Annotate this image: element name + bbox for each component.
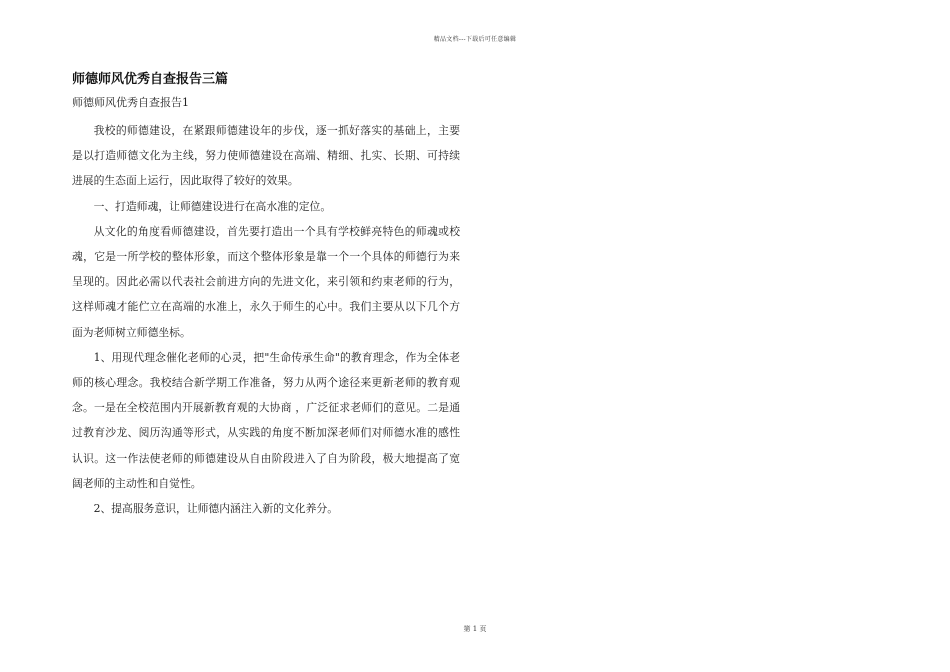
page-number: 第 1 页 (463, 625, 487, 633)
paragraph: 从文化的角度看师德建设，首先要打造出一个具有学校鲜亮特色的师魂或校魂，它是一所学校的整体形象，而这个整体形象是靠一个一个具体的师德行为来呈现的。因此必需以代表社会前进方向的先进文化，来引领和约束老师的行为，这样师魂才能伫立在高端的水准上，永久于师生的心中。我们主要从以下几个方面为老师树立师德坐标。 (72, 224, 460, 339)
paragraph: 2、提高服务意识，让师德内涵注入新的文化养分。 (93, 502, 338, 516)
paragraph: 我校的师德建设，在紧跟师德建设年的步伐，逐一抓好落实的基础上，主要是以打造师德文化为主线，努力使师德建设在高端、精细、扎实、长期、可持续进展的生态面上运行，因此取得了较好的效果。 (72, 124, 460, 188)
section-subtitle: 师德师风优秀自查报告1 (72, 96, 189, 109)
paragraph: 一、打造师魂，让师德建设进行在高水准的定位。 (93, 199, 332, 213)
header-note: 精品文档---下载后可任意编辑 (433, 36, 517, 43)
document-title: 师德师风优秀自查报告三篇 (72, 72, 229, 87)
paragraph: 1、用现代理念催化老师的心灵，把"生命传承生命"的教育理念，作为全体老师的核心理念。我校结合新学期工作准备，努力从两个途径来更新老师的教育观念。一是在全校范围内开展新教育观的大协商 ，广泛征求老师们的意见。二是通过教育沙龙、阅历沟通等形式，从实践的角度不断加深老师们对师德水准的感性认识。这一作法使老师的师德建设从自由阶段进入了自为阶段，极大地提高了宽阔老师的主动性和自觉性。 (72, 350, 460, 490)
document-body (72, 118, 460, 521)
